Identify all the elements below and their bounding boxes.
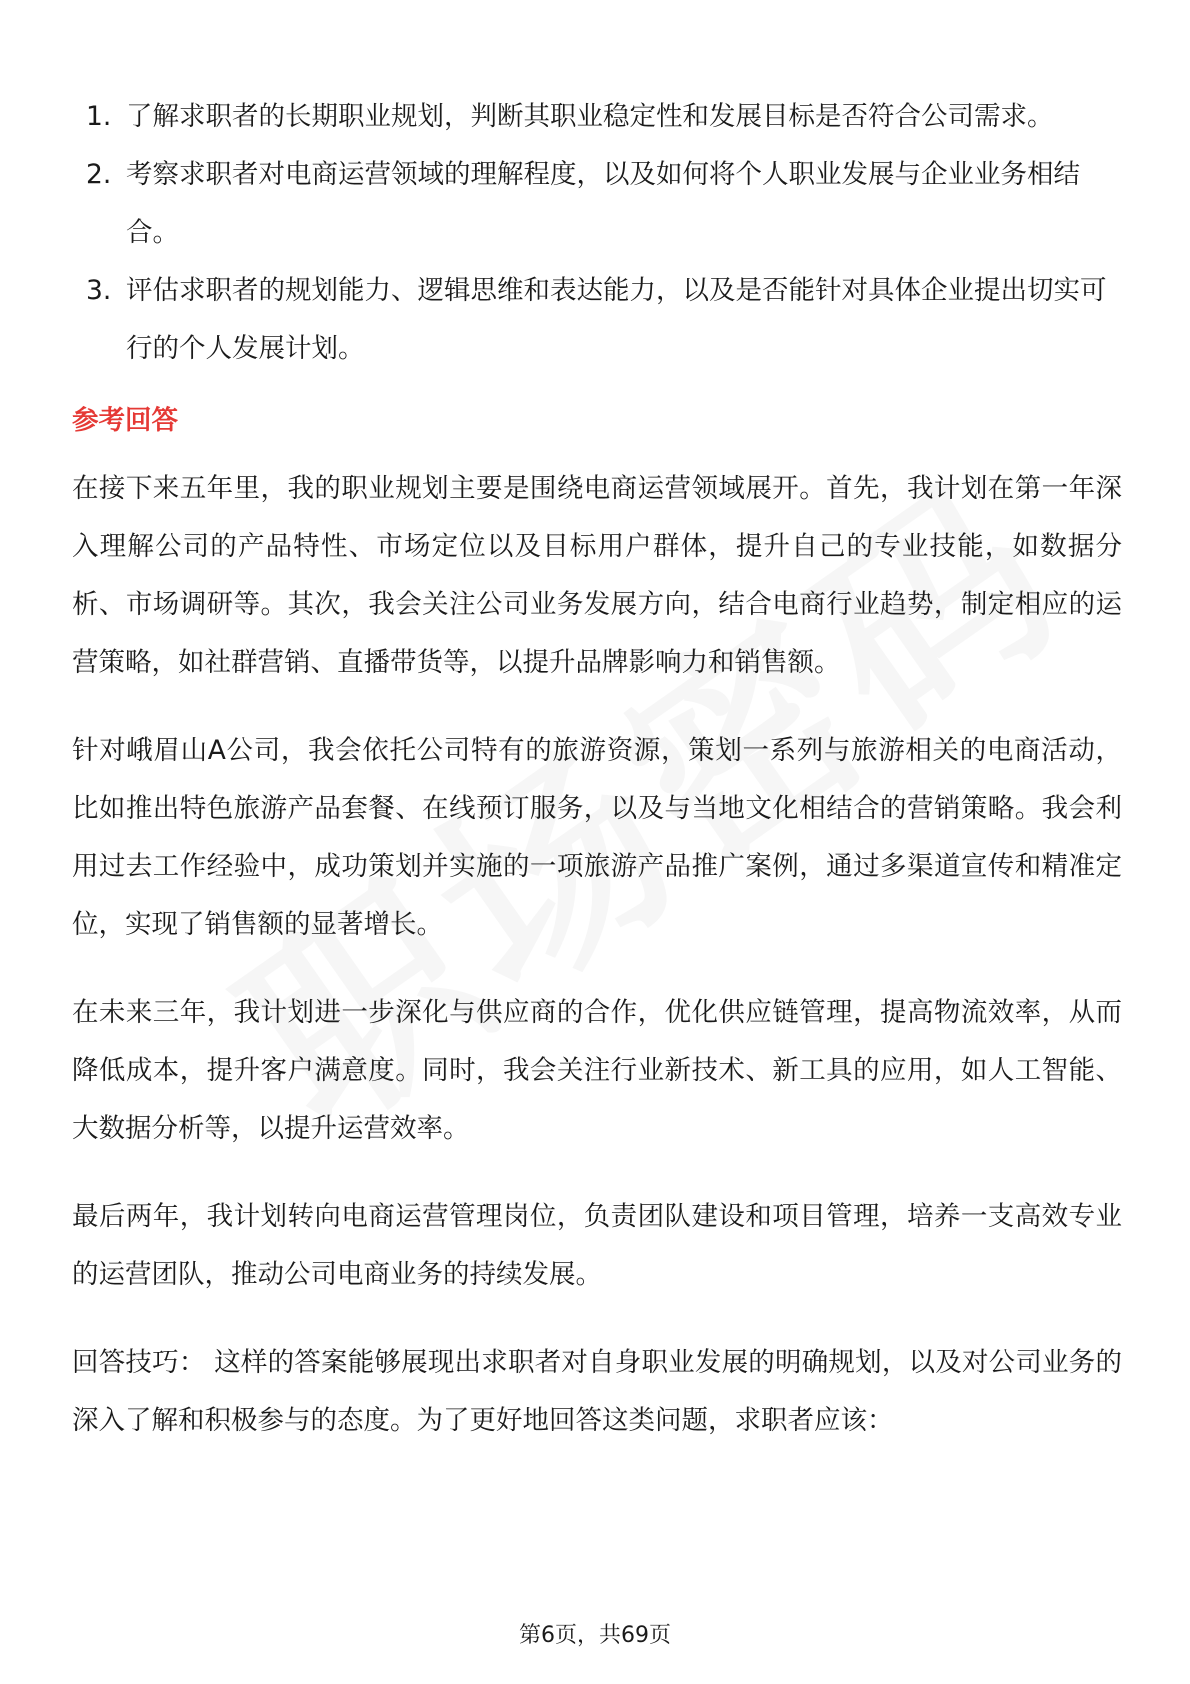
list-item-text: 评估求职者的规划能力、逻辑思维和表达能力，以及是否能针对具体企业提出切实可行的个人发展计划。 <box>126 275 1107 364</box>
paragraph: 回答技巧： 这样的答案能够展现出求职者对自身职业发展的明确规划，以及对公司业务的深入了解和积极参与的态度。为了更好地回答这类问题，求职者应该： <box>72 1347 1122 1436</box>
document-page <box>72 88 1122 1480</box>
list-item-text: 考察求职者对电商运营领域的理解程度，以及如何将个人职业发展与企业业务相结合。 <box>126 159 1080 248</box>
paragraph: 在未来三年，我计划进一步深化与供应商的合作，优化供应链管理，提高物流效率，从而降低成本，提升客户满意度。同时，我会关注行业新技术、新工具的应用，如人工智能、大数据分析等，以提升运营效率。 <box>72 997 1122 1144</box>
list-item <box>72 146 1122 262</box>
paragraph: 在接下来五年里，我的职业规划主要是围绕电商运营领域展开。首先，我计划在第一年深入理解公司的产品特性、市场定位以及目标用户群体，提升自己的专业技能，如数据分析、市场调研等。其次，我会关注公司业务发展方向，结合电商行业趋势，制定相应的运营策略，如社群营销、直播带货等，以提升品牌影响力和销售额。 <box>72 473 1122 678</box>
list-number: 1. <box>86 101 112 132</box>
list-number: 2. <box>86 159 112 190</box>
list-item <box>72 88 1122 146</box>
list-number: 3. <box>86 275 112 306</box>
section-heading: 参考回答 <box>72 405 178 436</box>
paragraph: 针对峨眉山A公司，我会依托公司特有的旅游资源，策划一系列与旅游相关的电商活动，比如推出特色旅游产品套餐、在线预订服务，以及与当地文化相结合的营销策略。我会利用过去工作经验中，成功策划并实施的一项旅游产品推广案例，通过多渠道宣传和精准定位，实现了销售额的显著增长。 <box>72 735 1122 940</box>
paragraph: 最后两年，我计划转向电商运营管理岗位，负责团队建设和项目管理，培养一支高效专业的运营团队，推动公司电商业务的持续发展。 <box>72 1201 1122 1290</box>
page-footer: 第6页，共69页 <box>519 1623 671 1648</box>
list-item-text: 了解求职者的长期职业规划，判断其职业稳定性和发展目标是否符合公司需求。 <box>126 101 1054 132</box>
list-item <box>72 262 1122 378</box>
numbered-list <box>72 88 1122 378</box>
